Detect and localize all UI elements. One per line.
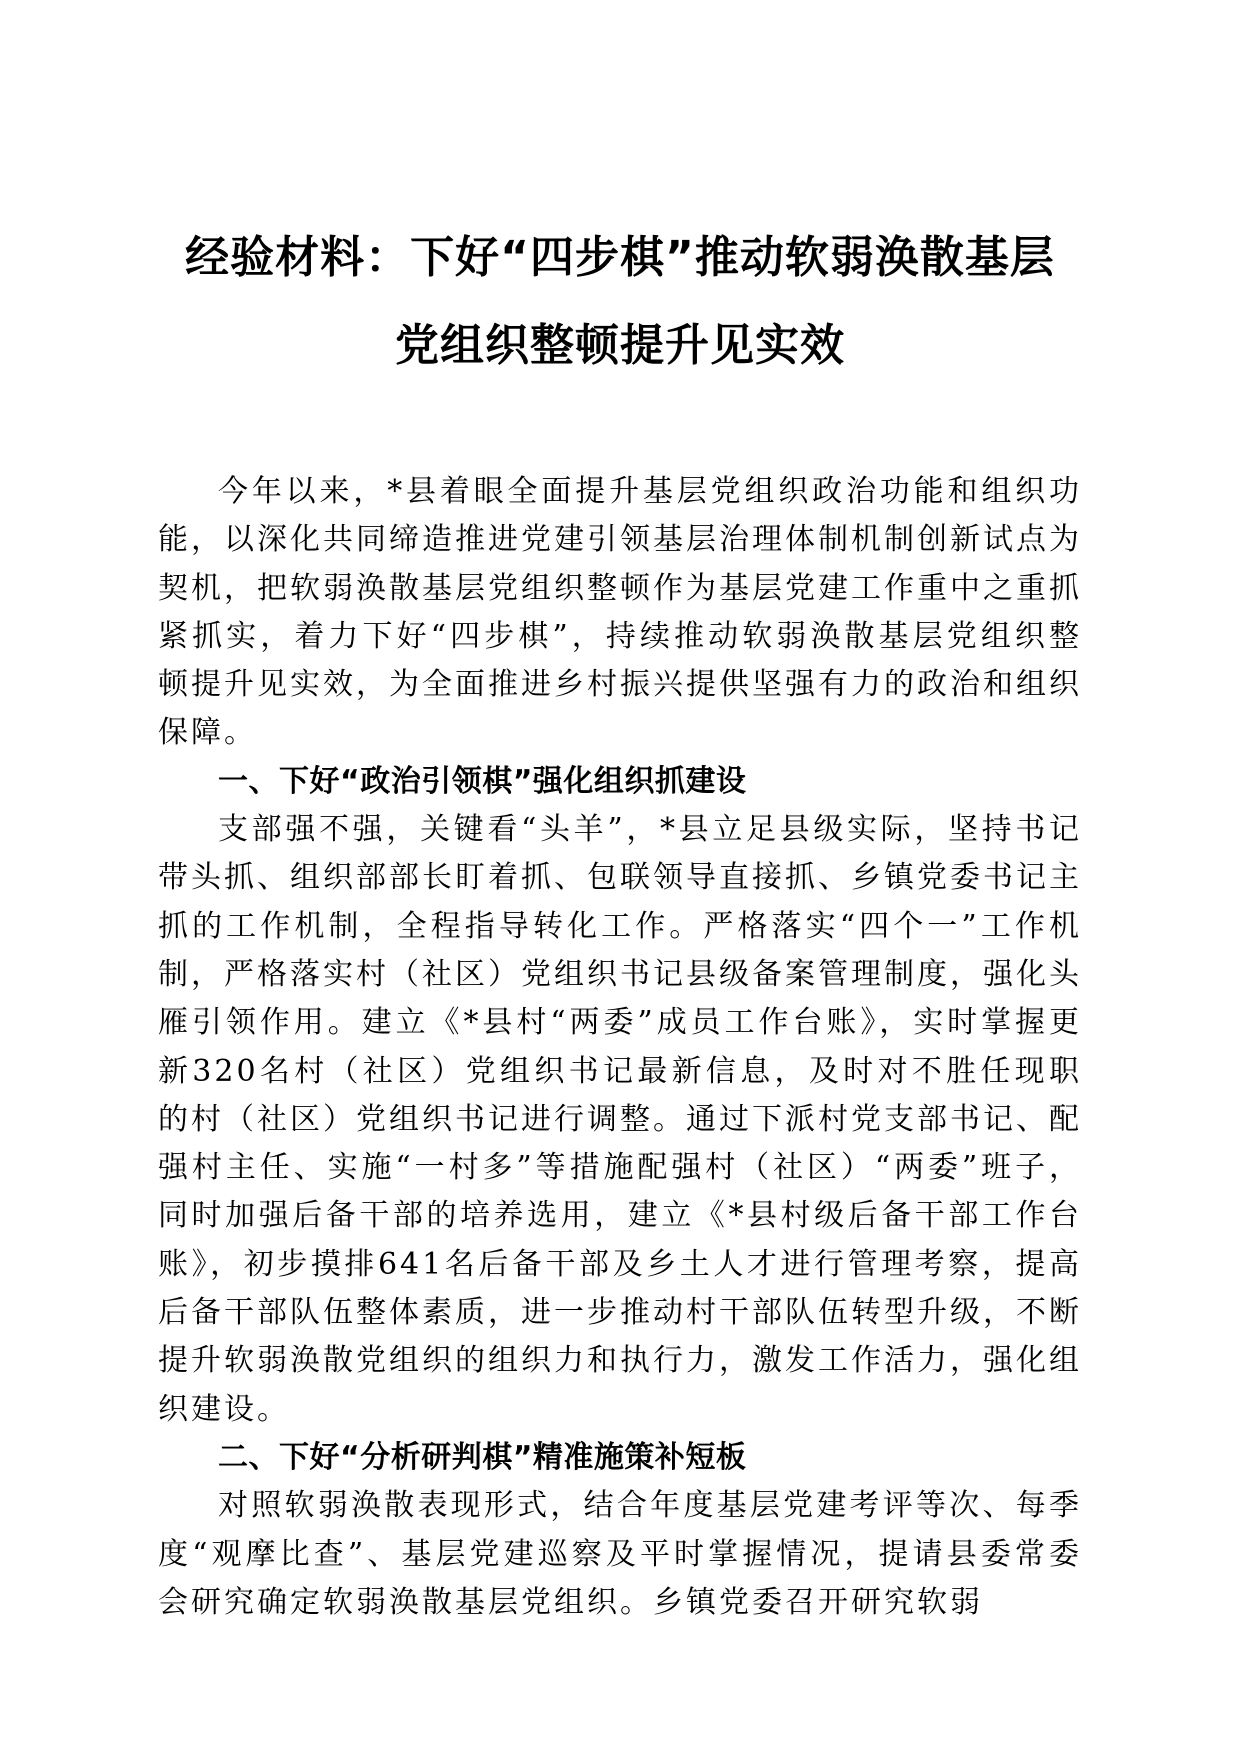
intro-paragraph: 今年以来，*县着眼全面提升基层党组织政治功能和组织功能，以深化共同缔造推进党建引领基层治理体制机制创新试点为契机，把软弱涣散基层党组织整顿作为基层党建工作重中之重抓紧抓实，着力下好“四步棋”，持续推动软弱涣散基层党组织整顿提升见实效，为全面推进乡村振兴提供坚强有力的政治和组织保障。 <box>158 474 1082 751</box>
section-2-heading: 二、下好“分析研判棋”精准施策补短板 <box>218 1439 747 1475</box>
document-title-line-1: 经验材料：下好“四步棋”推动软弱涣散基层 <box>185 232 1055 283</box>
document-title-line-2: 党组织整顿提升见实效 <box>395 320 845 371</box>
section-2-paragraph: 对照软弱涣散表现形式，结合年度基层党建考评等次、每季度“观摩比查”、基层党建巡察及平时掌握情况，提请县委常委会研究确定软弱涣散基层党组织。乡镇党委召开研究软弱 <box>158 1488 1082 1620</box>
section-1-paragraph: 支部强不强，关键看“头羊”，*县立足县级实际，坚持书记带头抓、组织部部长盯着抓、包联领导直接抓、乡镇党委书记主抓的工作机制，全程指导转化工作。严格落实“四个一”工作机制，严格落实村（社区）党组织书记县级备案管理制度，强化头雁引领作用。建立《*县村“两委”成员工作台账》，实时掌握更新320名村（社区）党组织书记最新信息，及时对不胜任现职的村（社区）党组织书记进行调整。通过下派村党支部书记、配强村主任、实施“一村多”等措施配强村（社区）“两委”班子，同时加强后备干部的培养选用，建立《*县村级后备干部工作台账》，初步摸排641名后备干部及乡土人才进行管理考察，提高后备干部队伍整体素质，进一步推动村干部队伍转型升级，不断提升软弱涣散党组织的组织力和执行力，激发工作活力，强化组织建设。 <box>158 812 1082 1427</box>
section-1-heading: 一、下好“政治引领棋”强化组织抓建设 <box>218 763 747 799</box>
document-body <box>158 468 1082 1627</box>
